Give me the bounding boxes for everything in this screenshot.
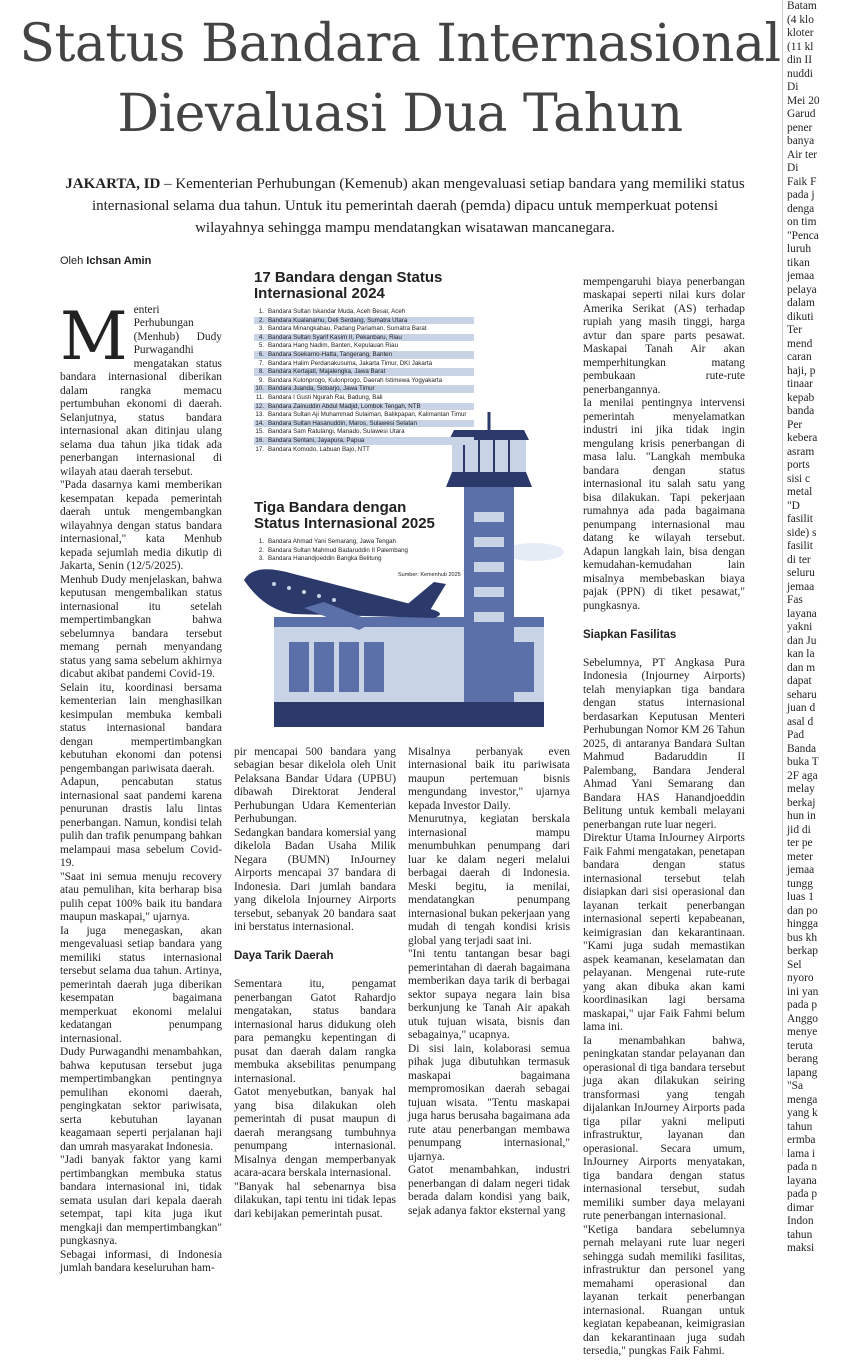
strip-line: banya xyxy=(787,135,815,147)
list-item xyxy=(254,325,474,333)
strip-line: asram xyxy=(787,445,815,458)
strip-line: nyoro xyxy=(787,972,814,984)
list-number: 11. xyxy=(255,393,264,401)
list-number: 2. xyxy=(258,316,264,324)
strip-line: seluru xyxy=(787,567,815,579)
list-item xyxy=(254,403,474,411)
list-item xyxy=(254,555,454,563)
strip-line: Di xyxy=(787,81,799,93)
strip-line: Anggo xyxy=(787,1012,819,1025)
strip-line: tikan xyxy=(787,256,810,269)
list-item xyxy=(254,308,474,316)
strip-line: kloter xyxy=(787,27,814,39)
subhead-siapkan-fasilitas: Siapkan Fasilitas xyxy=(583,628,677,641)
airport-name: Bandara Sultan Syarif Kasim II, Pekanbaru, Riau xyxy=(268,333,402,341)
article-column-1 xyxy=(60,290,222,1276)
strip-line: pada p xyxy=(787,1188,818,1200)
strip-line: hingga xyxy=(787,918,819,930)
strip-line: menga xyxy=(787,1093,818,1106)
airport-name: Bandara Ahmad Yani Semarang, Jawa Tengah xyxy=(268,538,396,545)
list-number: 15. xyxy=(255,428,264,436)
list-number: 10. xyxy=(255,385,264,393)
airport-name: Bandara Kulonprogo, Kulonprogo, Daerah Istimewa Yogyakarta xyxy=(268,376,443,384)
airport-name: Bandara Soekarno-Hatta, Tangerang, Banten xyxy=(268,350,393,358)
airport-name: Bandara Sentani, Jayapura, Papua xyxy=(268,436,365,444)
strip-line: "Penca xyxy=(787,229,819,242)
airport-list-2025 xyxy=(254,537,454,564)
strip-line: denga xyxy=(787,202,815,215)
strip-line: 2F aga xyxy=(787,769,818,782)
strip-line: caran xyxy=(787,351,812,363)
list-number: 2. xyxy=(258,546,264,554)
airport-name: Bandara Sultan Aji Muhammad Sulaiman, Balikpapan, Kalimantan Timur xyxy=(268,411,467,419)
list-number: 14. xyxy=(255,419,264,427)
strip-line: melay xyxy=(787,783,815,795)
strip-line: teruta xyxy=(787,1039,813,1052)
strip-line: pada n xyxy=(787,1161,818,1173)
article-column-2 xyxy=(234,732,396,1235)
list-item xyxy=(254,360,474,368)
strip-line: mend xyxy=(787,337,813,350)
strip-line: dikuti xyxy=(787,310,814,323)
strip-line: din II xyxy=(787,54,812,66)
airport-name: Bandara Komodo, Labuan Bajo, NTT xyxy=(268,445,370,453)
headline-line-1: Status Bandara Internasional xyxy=(19,14,781,74)
strip-line: pener xyxy=(787,121,813,134)
infographic xyxy=(234,262,574,732)
strip-line: Fas xyxy=(787,594,803,606)
strip-line: Pad xyxy=(787,729,805,741)
strip-line: lapang xyxy=(787,1066,818,1079)
strip-line: ter pe xyxy=(787,837,813,849)
list-item xyxy=(254,317,474,325)
column-3-text: Misalnya perbanyak even internasional baik itu pariwisata maupun pertemuan bisnis mengundang investor," ujarnya kepada Investor Daily. Menurutnya, kegiatan berskala internasional mampu menumbuhkan penumpang dari luar ke dalam negeri melalui berbagai daerah di Indonesia. Meski begitu, ia menilai, mendatangkan penumpang internasional bukan pekerjaan yang mudah di tengah kondisi krisis global yang terjadi saat ini. "Ini tentu tantangan besar bagi pemerintahan di daerah bagaimana memberikan daya tarik di berbagai sektor supaya negara lain bisa berkunjung ke Tanah Air apakah utuk tujuan wisata, bisnis dan sebagainya," ucapnya. Di sisi lain, kolaborasi semua pihak juga dibutuhkan termasuk maskapai bagaimana mempromosikan daerah sebagai tujuan wisata. "Tentu maskapai juga harus berusaha bagaimana ada rute atau penerbangan membawa penumpang internasional," ujarnya. Gatot menambahkan, industri penerbangan di dalam negeri tidak berada dalam kondisi yang baik, sejak adanya faktor eksternal yang xyxy=(408,745,570,1217)
airport-name: Bandara Minangkabau, Padang Pariaman, Sumatra Barat xyxy=(268,325,427,333)
list-number: 1. xyxy=(258,308,264,315)
strip-line: dan m xyxy=(787,661,816,674)
article-column-3 xyxy=(408,732,570,1232)
list-number: 4. xyxy=(258,333,264,341)
strip-line: jemaa xyxy=(787,270,815,282)
strip-line: tahun xyxy=(787,1228,813,1241)
strip-line: fasilit xyxy=(787,513,813,525)
strip-line: Batam xyxy=(787,0,817,12)
strip-line: metal xyxy=(787,486,813,498)
strip-line: menye xyxy=(787,1026,818,1038)
strip-line: kepab xyxy=(787,391,815,404)
airport-name: Bandara Hang Nadim, Banten, Kepulauan Riau xyxy=(268,342,399,350)
list-number: 3. xyxy=(258,555,264,563)
subhead-daya-tarik: Daya Tarik Daerah xyxy=(234,950,334,962)
list-number: 7. xyxy=(258,359,264,367)
strip-line: Mei 20 xyxy=(787,94,820,107)
strip-line: dan Ju xyxy=(787,634,817,647)
adjacent-article-strip xyxy=(782,0,847,1254)
list-number: 16. xyxy=(255,436,264,444)
headline-line-2: Dievaluasi Dua Tahun xyxy=(117,84,683,144)
list-number: 6. xyxy=(258,350,264,358)
strip-line: bus kh xyxy=(787,931,818,944)
strip-line: luruh xyxy=(787,243,812,255)
list-number: 3. xyxy=(258,325,264,333)
list-item xyxy=(254,538,454,546)
drop-cap: M xyxy=(60,297,128,375)
strip-line: berang xyxy=(787,1053,818,1065)
column-2-text: pir mencapai 500 bandara yang sebagian besar dikelola oleh Unit Pelaksana Bandar Udara (UPBU) dibawah Direktorat Jenderal Perhubungan Udara Kementerian Perhubungan. Sedangkan bandara komersial yang dikelola Badan Usaha Milik Negara (BUMN) InJourney Airports mencapai 37 bandara di Indonesia. Dari jumlah bandara yang dikelola Injourney Airports tersebut, sebanyak 20 bandara saat ini berstatus internasional. xyxy=(234,745,396,933)
strip-line: banda xyxy=(787,405,815,417)
airport-name: Bandara Hanandjoeddin Bangka Belitung xyxy=(268,555,382,563)
list-item xyxy=(254,428,474,436)
list-item xyxy=(254,420,474,428)
strip-line: kebera xyxy=(787,432,818,444)
airport-list-2024 xyxy=(254,307,474,454)
strip-line: pelaya xyxy=(787,283,817,296)
lede-text: – Kementerian Perhubungan (Kemenub) akan mengevaluasi setiap bandara yang memiliki status internasional selama dua tahun. Untuk itu pemerintah daerah (pemda) dipacu untuk memperkuat potensi wilayahnya sehingga mampu mendatangkan wisatawan mancanegara. xyxy=(91,176,745,236)
source-note: Sumber: Kemenhub 2025 xyxy=(398,572,461,578)
strip-line: asal d xyxy=(787,715,814,728)
strip-line: Indon xyxy=(787,1215,814,1227)
airport-name: Bandara Kualanamu, Deli Serdang, Sumatra Utara xyxy=(268,316,408,324)
list-item xyxy=(254,437,474,445)
airport-name: Bandara I Gusti Ngurah Rai, Badung, Bali xyxy=(268,393,383,401)
strip-line: Per xyxy=(787,418,803,431)
strip-line: Ter xyxy=(787,324,803,336)
strip-line: seharu xyxy=(787,688,817,701)
strip-line: hun in xyxy=(787,810,816,822)
strip-line: ports xyxy=(787,459,810,471)
terminal-base xyxy=(274,702,544,727)
list-number: 13. xyxy=(255,411,264,419)
strip-line: haji, p xyxy=(787,364,816,377)
strip-line: yakni xyxy=(787,621,813,633)
strip-line: maksi xyxy=(787,1242,815,1254)
strip-line: layana xyxy=(787,607,817,620)
strip-line: Sel xyxy=(787,958,802,971)
list-item xyxy=(254,394,474,402)
strip-line: kan la xyxy=(787,648,815,660)
airport-name: Bandara Halim Perdanakusuma, Jakarta Timur, DKI Jakarta xyxy=(268,359,433,367)
airport-name: Bandara Juanda, Sidoarjo, Jawa Timur xyxy=(268,385,375,393)
strip-line: "Sa xyxy=(787,1080,804,1092)
tower-deck xyxy=(446,472,532,487)
strip-line: meter xyxy=(787,850,813,863)
strip-line: Garud xyxy=(787,108,816,120)
strip-line: yang k xyxy=(787,1107,818,1119)
article-column-4 xyxy=(583,262,745,1372)
list-number: 17. xyxy=(255,445,264,453)
strip-line: jemaa xyxy=(787,864,815,876)
list-number: 12. xyxy=(255,402,264,410)
strip-line: (11 kl xyxy=(787,40,814,53)
strip-line: dimar xyxy=(787,1201,814,1214)
list-item xyxy=(254,351,474,359)
strip-line: tahun xyxy=(787,1120,813,1133)
infographic-title-2024: 17 Bandara dengan Status Internasional 2024 xyxy=(254,269,443,302)
list-item xyxy=(254,446,474,454)
strip-line: side) s xyxy=(787,526,817,539)
list-item xyxy=(254,385,474,393)
strip-line: lama i xyxy=(787,1147,816,1160)
list-number: 1. xyxy=(258,538,264,545)
column-4-text: mempengaruhi biaya penerbangan maskapai seperti nilai kurs dolar Amerika Serikat (AS) terhadap rupiah yang masih tinggi, harga avtur dan spare parts pesawat. Maskapai Tanah Air akan memperhitungkan matang pembukaan rute-rute penerbangannya. Ia menilai pentingnya intervensi pemerintah menyelamatkan industri ini jika tidak ingin mengulang krisis penerbangan di masa lalu. "Langkah membuka bandara dengan status internasional itu salah satu yang bisa dilakukan. Tapi pekerjaan rumahnya ada pada bagaimana penumpang internasional mau datang ke wilayah tersebut. Adapun langkah lain, bisa dengan kemudahan-kemudahan lain misalnya membebaskan biaya pajak (PPN) di tiket pesawat," pungkasnya. xyxy=(583,275,745,612)
list-item xyxy=(254,368,474,376)
strip-line: tungg xyxy=(787,877,813,890)
list-number: 8. xyxy=(258,368,264,376)
byline-prefix: Oleh xyxy=(60,255,87,267)
airport-name: Bandara Sultan Hasanuddin, Maros, Sulawesi Selatan xyxy=(268,419,417,427)
strip-line: on tim xyxy=(787,216,817,228)
byline xyxy=(60,255,151,267)
strip-line: dalam xyxy=(787,297,815,309)
strip-line: Air ter xyxy=(787,148,818,161)
list-item xyxy=(254,334,474,342)
strip-line: jid di xyxy=(787,823,811,836)
strip-line: tinaar xyxy=(787,378,813,390)
strip-line: pada p xyxy=(787,999,818,1011)
airport-name: Bandara Zainuddin Abdul Madjid, Lombok Tengah, NTB xyxy=(268,402,421,410)
list-item xyxy=(254,547,454,555)
strip-line: (4 klo xyxy=(787,13,814,26)
strip-line: "D xyxy=(787,499,800,512)
list-item xyxy=(254,377,474,385)
strip-line: luas 1 xyxy=(787,891,814,903)
strip-line: di ter xyxy=(787,553,811,566)
strip-line: ermba xyxy=(787,1134,816,1146)
column-2-text-cont: Sementara itu, pengamat penerbangan Gatot Rahardjo mengatakan, status bandara internasional harus didukung oleh para pemangku kepentingan di pusat dan daerah dalam rangka membuka aksebilitas penumpang internasional. Gatot menyebutkan, banyak hal yang bisa dilakukan oleh pemerintah di pusat maupun di daerah merangsang tumbuhnya penumpang internasional. Misalnya dengan memperbanyak acara-acara berskala internasional. "Banyak hal sebenarnya bisa dilakukan, tapi tentu ini tidak lepas dari kebijakan pemerintah pusat. xyxy=(234,978,396,1220)
list-number: 5. xyxy=(258,342,264,350)
strip-line: sisi c xyxy=(787,472,811,485)
strip-line: berkaj xyxy=(787,796,816,809)
byline-author: Ichsan Amin xyxy=(86,255,152,267)
strip-line: Faik F xyxy=(787,175,817,188)
lede-paragraph xyxy=(60,173,750,239)
airport-name: Bandara Kertajati, Majalengka, Jawa Barat xyxy=(268,368,386,376)
strip-line: dan po xyxy=(787,904,818,917)
strip-line: berkap xyxy=(787,945,818,957)
strip-line: layana xyxy=(787,1174,817,1187)
strip-line: dapat xyxy=(787,675,812,687)
strip-line: pada j xyxy=(787,189,815,201)
dateline: JAKARTA, ID xyxy=(65,176,161,192)
strip-line: buka T xyxy=(787,756,819,768)
strip-line: fasilit xyxy=(787,540,813,552)
airport-name: Bandara Sultan Iskandar Muda, Aceh Besar, Aceh xyxy=(268,308,406,315)
list-number: 9. xyxy=(258,376,264,384)
airport-name: Bandara Sam Ratulangi, Manado, Sulawesi Utara xyxy=(268,428,405,436)
list-item xyxy=(254,411,474,419)
airport-name: Bandara Sultan Mahmud Badaruddin II Palembang xyxy=(268,546,408,554)
infographic-title-2025: Tiga Bandara dengan Status Internasional 2025 xyxy=(254,499,435,532)
column-4-text-cont: Sebelumnya, PT Angkasa Pura Indonesia (Injourney Airports) telah menyiapkan tiga bandara dengan status internasional berdasarkan Keputusan Menteri Perhubungan Nomor KM 26 Tahun 2025, di antaranya Bandara Sultan Mahmud Badaruddin II Palembang, Bandara Jenderal Ahmad Yani Semarang dan Bandara HAS Hanandjoeddin Belitung untuk kembali melayani penerbangan rute luar negeri. Direktur Utama InJourney Airports Faik Fahmi mengatakan, penetapan bandara dengan status internasional tersebut telah disiapkan dari sisi operasional dan layanan terkait penerbangan internasional seperti kepabeanan, keimigrasian dan kekarantinaan. "Kami juga sudah memastikan aspek keamanan, keselamatan dan pelayanan. Mengenai rute-rute yang akan dibuka akan kami koordinasikan lagi bersama maskapai," ujar Faik Fahmi belum lama ini. Ia menambahkan bahwa, peningkatan standar pelayanan dan operasional di tiga bandara tersebut juga akan dilakukan seiring transformasi yang tengah dijalankan InJourney Airports pada tiga pilar yakni meliputi infrastruktur, layanan dan operasional. Secara umum, InJourney Airports menyatakan, tiga bandara dengan status internasional tersebut, sudah memiliki sumber daya melayani rute penerbangan internasional. "Ketiga bandara sebelumnya pernah melayani rute luar negeri sehingga sudah memiliki fasilitas, infrastruktur dan personel yang memahami operasional dan layanan terkait penerbangan internasional. Ruangan untuk kegiatan kepabeanan, keimigrasian dan kekarantinaan juga sudah tersedia," pungkas Faik Fahmi. xyxy=(583,656,745,1357)
strip-line: nuddi xyxy=(787,67,813,80)
strip-line: Banda xyxy=(787,742,817,755)
column-1-text: enteri Perhubungan (Menhub) Dudy Purwagandhi mengatakan status bandara internasional diberikan dalam rangka memacu pertumbuhan ekonomi di daerah. Selanjutnya, status bandara internasional akan ditinjau ulang selama dua tahun jika tidak ada penerbangan internasional di wilayah atau daerah tersebut. "Pada dasarnya kami memberikan kesempatan kepada pemerintah daerah untuk mengembangkan wilayahnya dengan status bandara internasional," kata Menhub kepada sejumlah media dikutip di Jakarta, Senin (12/5/2025). Menhub Dudy menjelaskan, bahwa keputusan mengembalikan status internasional itu setelah mempertimbangkan bahwa sebelumnya bandara tersebut memang pernah menyandang status yang sama sebelum akhirnya dicabut akibat pandemi Covid-19. Selain itu, koordinasi bersama kementerian lain menghasilkan kesimpulan membuka kembali status internasional bandara dengan mempertimbangkan kebutuhan ekonomi dan potensi pengembangan pariwisata daerah. Adapun, pencabutan status internasional saat pandemi karena penurunan drastis lalu lintas penerbangan. Namun, kondisi telah pulih dan trafik penumpang bahkan melampaui masa sebelum Covid-19. "Saat ini semua menuju recovery atau pemulihan, kita berharap bisa pulih cepat 100% baik itu bandara maupun maskapai," ujarnya. Ia juga menegaskan, akan mengevaluasi setiap bandara yang memiliki status internasional tersebut selama dua tahun. Artinya, pemerintah daerah juga diberikan kesempatan bagaimana memperkuat ekonomi melalui kedatangan penumpang internasional. Dudy Purwagandhi menambahkan, bahwa keputusan tersebut juga mempertimbangkan pentingnya pemulihan ekonomi daerah, pengingkatan sektor pariwisata, serta kebutuhan layanan keagamaan seperti perjalanan haji dan umrah masyarakat Indonesia. "Jadi banyak faktor yang kami pertimbangkan membuka status bandara internasional ini, tidak semata usulan dari kepala daerah setempat, tapi kita juga ikut mengkaji dan mempertimbangkan" pungkasnya. Sebagai informasi, di Indonesia jumlah bandara keseluruhan ham- xyxy=(60,303,222,1274)
list-item xyxy=(254,342,474,350)
strip-line: ini yan xyxy=(787,985,819,998)
strip-line: juan d xyxy=(787,702,816,714)
strip-line: Di xyxy=(787,162,799,174)
strip-line: jemaa xyxy=(787,580,815,593)
